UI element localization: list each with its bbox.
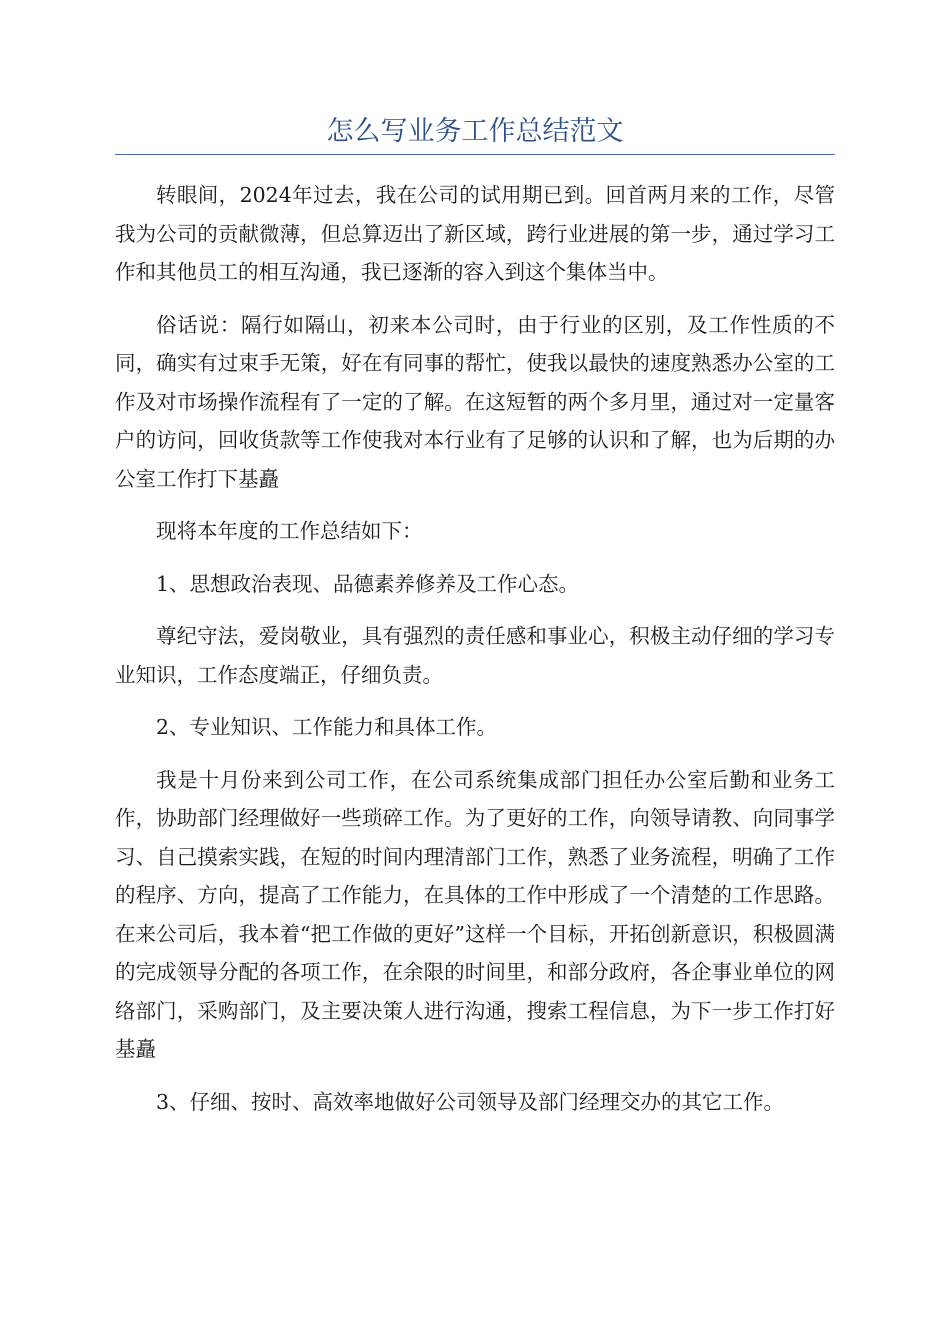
- paragraph-section-2: 我是十月份来到公司工作，在公司系统集成部门担任办公室后勤和业务工作，协助部门经理做好一些琐碎工作。为了更好的工作，向领导请教、向同事学习、自己摸索实践，在短的时间内理清部门工作，熟悉了业务流程，明确了工作的程序、方向，提高了工作能力，在具体的工作中形成了一个清楚的工作思路。在来公司后，我本着“把工作做的更好”这样一个目标，开拓创新意识，积极圆满的完成领导分配的各项工作，在余限的时间里，和部分政府，各企事业单位的网络部门，采购部门，及主要决策人进行沟通，搜索工程信息，为下一步工作打好基矗: [115, 767, 835, 1061]
- section-heading-3: 3、仔细、按时、高效率地做好公司领导及部门经理交办的其它工作。: [156, 1089, 785, 1114]
- paragraph-section-1: 尊纪守法，爱岗敬业，具有强烈的责任感和事业心，积极主动仔细的学习专业知识，工作态度端正，仔细负责。: [115, 624, 835, 687]
- paragraph-proverb: 俗话说：隔行如隔山，初来本公司时，由于行业的区别，及工作性质的不同，确实有过束手无策，好在有同事的帮忙，使我以最快的速度熟悉办公室的工作及对市场操作流程有了一定的了解。在这短暂的两个多月里，通过对一定量客户的访问，回收货款等工作使我对本行业有了足够的认识和了解，也为后期的办公室工作打下基矗: [115, 312, 835, 491]
- paragraph-summary-lead: 现将本年度的工作总结如下：: [156, 519, 423, 543]
- section-heading-1: 1、思想政治表现、品德素养修养及工作心态。: [156, 571, 580, 596]
- section-heading-2: 2、专业知识、工作能力和具体工作。: [156, 715, 498, 739]
- document-title: 怎么写业务工作总结范文: [326, 116, 624, 147]
- document-body: [115, 176, 835, 1135]
- title-underline: [115, 154, 835, 155]
- paragraph-intro: 转眼间，2024年过去，我在公司的试用期已到。回首两月来的工作，尽管我为公司的贡献微薄，但总算迈出了新区域，跨行业进展的第一步，通过学习工作和其他员工的相互沟通，我已逐渐的容入到这个集体当中。: [115, 183, 835, 284]
